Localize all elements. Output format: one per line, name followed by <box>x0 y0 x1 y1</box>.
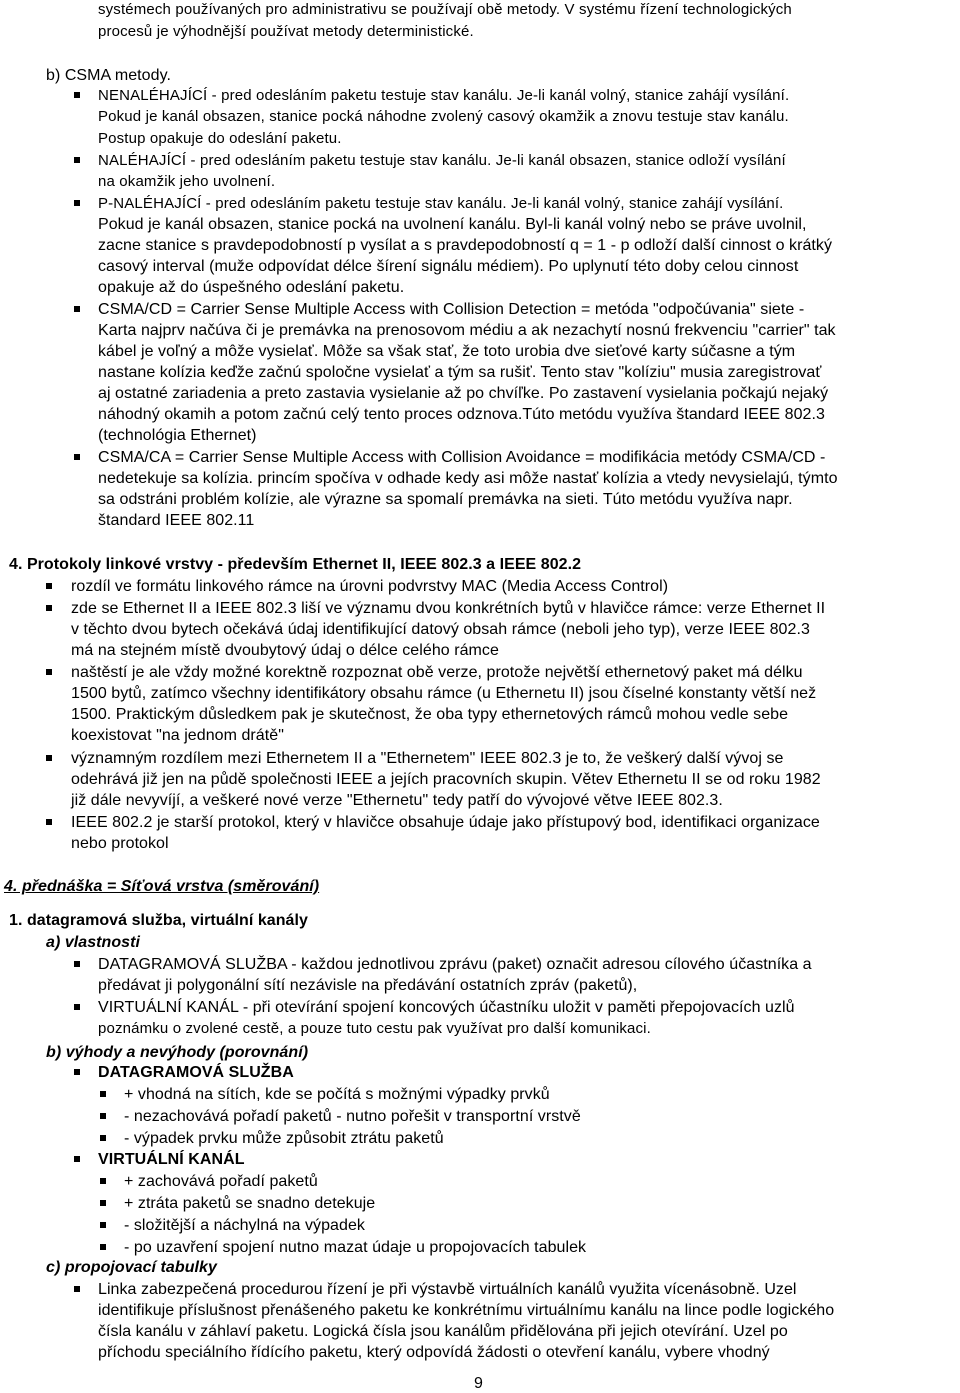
bullet-square-icon <box>100 1222 106 1228</box>
text-line: - nezachovává pořadí paketů - nutno pořešit v transportní vrstvě <box>124 1108 581 1125</box>
text-line: CSMA/CA = Carrier Sense Multiple Access with Collision Avoidance = modifikácia metódy CSMA/CD - <box>98 449 826 466</box>
bullet-square-icon <box>100 1200 106 1206</box>
text-line: Linka zabezpečená procedurou řízení je při výstavbě virtuálních kanálů využita vícenásobně. Uzel <box>98 1281 797 1298</box>
text-line: 1. datagramová služba, virtuální kanály <box>9 912 308 929</box>
text-line: předávat ji polygonální sítí nezávisle na předávání ostatních zpráv (paketů), <box>98 977 638 994</box>
bullet-square-icon <box>46 755 52 761</box>
bullet-square-icon <box>74 1004 80 1010</box>
text-line: nedetekuje sa kolízia. princím spočíva v odhade kedy asi môže nastať kolízia a vtedy nevysielajú, týmto <box>98 470 838 487</box>
text-line: procesů je výhodnější používat metody deterministické. <box>98 23 474 40</box>
text-line: aj ostatné zariadenia a preto zastavia vysielanie až po chvíľke. Po zastavení vysielania počkajú nejaký <box>98 385 829 402</box>
text-line: NALÉHAJÍCÍ - pred odesláním paketu testuje stav kanálu. Je-li kanál obsazen, stanice odloží vysílání <box>98 152 786 169</box>
text-line: koexistovat "na jednom drátě" <box>71 727 284 744</box>
text-line: 4. přednáška = Síťová vrstva (směrování) <box>4 878 320 895</box>
text-line: VIRTUÁLNÍ KANÁL <box>98 1151 245 1168</box>
bullet-square-icon <box>100 1135 106 1141</box>
text-line: DATAGRAMOVÁ SLUŽBA <box>98 1064 294 1081</box>
bullet-square-icon <box>74 1069 80 1075</box>
bullet-square-icon <box>100 1244 106 1250</box>
text-line: má na stejném místě dvoubytový údaj o délce celého rámce <box>71 642 499 659</box>
text-line: opakuje až do úspešného odeslání paketu. <box>98 279 405 296</box>
text-line: odehrává již jen na půdě společnosti IEEE a jejích pracovních skupin. Větev Ethernetu II se od roku 1982 <box>71 771 821 788</box>
bullet-square-icon <box>74 1286 80 1292</box>
text-line: identifikuje příslušnost přenášeného paketu ke konkrétnímu virtuálnímu kanálu na lince podle logického <box>98 1302 835 1319</box>
text-line: 1500 bytů, zatímco všechny identifikátory obsahu rámce (u Ethernetu II) jsou číselné konstanty větší než <box>71 685 817 702</box>
text-line: rozdíl ve formátu linkového rámce na úrovni podvrstvy MAC (Media Access Control) <box>71 578 669 595</box>
text-line: NENALÉHAJÍCÍ - pred odesláním paketu testuje stav kanálu. Je-li kanál volný, stanice zahájí vysílání. <box>98 87 790 104</box>
text-line: 1500. Praktickým důsledkem pak je skutečnost, že oba typy ethernetových rámců mohou vedle sebe <box>71 706 789 723</box>
bullet-square-icon <box>100 1091 106 1097</box>
text-line: + zachovává pořadí paketů <box>124 1173 318 1190</box>
text-line: CSMA/CD = Carrier Sense Multiple Access with Collision Detection = metóda "odpočúvania" siete - <box>98 301 805 318</box>
text-line: zacne stanice s pravdepodobností p vysílat a s pravdepodobností q = 1 - p odloží další cinnost o krátký <box>98 237 833 254</box>
bullet-square-icon <box>100 1113 106 1119</box>
text-line: na okamžik jeho uvolnení. <box>98 173 276 190</box>
text-line: (technológia Ethernet) <box>98 427 257 444</box>
text-line: a) vlastnosti <box>46 934 141 951</box>
bullet-square-icon <box>74 454 80 460</box>
text-line: již dále nevyvíjí, a veškeré nové verze "Ethernetu" tedy patří do vývojové větve IEEE 802.3. <box>71 792 723 809</box>
text-line: Pokud je kanál obsazen, stanice pocká na uvolnení kanálu. Byl-li kanál volný nebo se práve uvolnil, <box>98 216 807 233</box>
bullet-square-icon <box>46 605 52 611</box>
bullet-square-icon <box>46 583 52 589</box>
text-line: poznámku o zvolené cestě, a pouze tuto cestu pak využívat pro další komunikaci. <box>98 1020 651 1037</box>
text-line: sa odstráni problém kolízie, ale výrazne sa spomalí premávka na sieti. Túto metódu využíva napr. <box>98 491 793 508</box>
text-line: VIRTUÁLNÍ KANÁL - při otevírání spojení koncových účastníku uložit v paměti přepojovacích uzlů <box>98 999 795 1016</box>
bullet-square-icon <box>74 92 80 98</box>
text-line: náhodný okamih a potom začnú celý tento proces odznova.Túto metódu využíva štandard IEEE 802.3 <box>98 406 825 423</box>
text-line: - výpadek prvku může způsobit ztrátu paketů <box>124 1130 444 1147</box>
text-line: systémech používaných pro administrativu se používají obě metody. V systému řízení technologických <box>98 1 792 18</box>
text-line: čísla kanálu v záhlaví paketu. Logická čísla jsou kanálům přidělována při jejich otevírání. Uzel po <box>98 1323 788 1340</box>
text-line: casový interval (muže odpovídat délce šírení signálu médiem). Po uplynutí této doby celou cinnost <box>98 258 799 275</box>
text-line: c) propojovací tabulky <box>46 1259 217 1276</box>
text-line: Karta najprv načúva či je premávka na prenosovom médiu a ak nezachytí nosnú frekvenciu "carrier" tak <box>98 322 836 339</box>
bullet-square-icon <box>46 819 52 825</box>
bullet-square-icon <box>74 200 80 206</box>
text-line: štandard IEEE 802.11 <box>98 512 255 529</box>
text-line: 4. Protokoly linkové vrstvy - především Ethernet II, IEEE 802.3 a IEEE 802.2 <box>9 556 582 573</box>
text-line: příchodu speciálního řídícího paketu, který odpovídá žádosti o otevření kanálu, vybere vhodný <box>98 1344 770 1361</box>
bullet-square-icon <box>74 961 80 967</box>
text-line: Pokud je kanál obsazen, stanice pocká náhodne zvolený casový okamžik a znovu testuje stav kanálu. <box>98 108 789 125</box>
text-line: + vhodná na sítích, kde se počítá s možnými výpadky prvků <box>124 1086 550 1103</box>
bullet-square-icon <box>46 669 52 675</box>
text-line: nebo protokol <box>71 835 169 852</box>
text-line: b) výhody a nevýhody (porovnání) <box>46 1044 309 1061</box>
text-line: Postup opakuje do odeslání paketu. <box>98 130 342 147</box>
bullet-square-icon <box>74 157 80 163</box>
text-line: DATAGRAMOVÁ SLUŽBA - každou jednotlivou zprávu (paket) označit adresou cílového účastníka a <box>98 956 812 973</box>
text-line: nastane kolízia keďže začnú spoločne vysielať a tým sa rušiť. Tento stav "kolíziu" musia zaregistrovať <box>98 364 822 381</box>
page-number: 9 <box>474 1375 483 1392</box>
text-line: P-NALÉHAJÍCÍ - pred odesláním paketu testuje stav kanálu. Je-li kanál volný, stanice zahájí vysílání. <box>98 195 784 212</box>
text-line: - po uzavření spojení nutno mazat údaje u propojovacích tabulek <box>124 1239 587 1256</box>
bullet-square-icon <box>74 1156 80 1162</box>
bullet-square-icon <box>74 306 80 312</box>
text-line: zde se Ethernet II a IEEE 802.3 liší ve významu dvou konkrétních bytů v hlavičce rámce: verze Ethernet II <box>71 600 826 617</box>
text-line: kábel je voľný a môže vysielať. Môže sa však stať, že toto urobia dve sieťové karty súčasne a tým <box>98 343 796 360</box>
text-line: b) CSMA metody. <box>46 67 171 84</box>
bullet-square-icon <box>100 1178 106 1184</box>
text-line: významným rozdílem mezi Ethernetem II a "Ethernetem" IEEE 802.3 je to, že veškerý další vývoj se <box>71 750 784 767</box>
text-line: + ztráta paketů se snadno detekuje <box>124 1195 376 1212</box>
text-line: IEEE 802.2 je starší protokol, který v hlavičce obsahuje údaje jako přístupový bod, identifikaci organizace <box>71 814 820 831</box>
text-line: v těchto dvou bytech očekává údaj identifikující datový obsah rámce (neboli jeho typ), verze IEEE 802.3 <box>71 621 810 638</box>
text-line: naštěstí je ale vždy možné korektně rozpoznat obě verze, protože největší ethernetový paket má délku <box>71 664 803 681</box>
text-line: - složitější a náchylná na výpadek <box>124 1217 365 1234</box>
